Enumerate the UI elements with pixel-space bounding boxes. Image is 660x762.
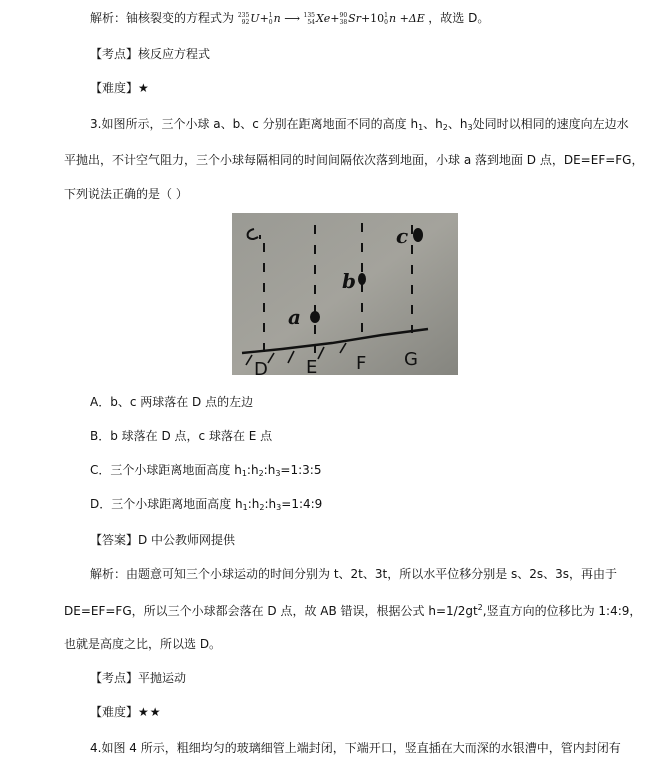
option-C-sub-1: 1 (241, 469, 247, 478)
fission-equation: 235 92 U+ 1 0 n ⟶ 135 54 Xe+ 90 38 Sr+10 1 0 n +ΔE (237, 12, 425, 26)
sr-mass-number: 90 (339, 12, 348, 19)
reaction-arrow: ⟶ (284, 12, 300, 25)
xe-mass-number: 135 (303, 12, 315, 19)
question-4-line-1: 4.如图 4 所示，粗细均匀的玻璃细管上端封闭，下端开口，竖直插在大而深的水银漕中，管内封闭有 (90, 741, 621, 755)
q3-text-c: 、h (447, 117, 468, 131)
option-C-prefix: C．三个小球距离地面高度 h (90, 463, 242, 477)
nandu-1-stars: ★ (138, 81, 150, 95)
sr-symbol: Sr (348, 12, 361, 25)
question-3-line-1 (90, 116, 629, 136)
n2-mass-number: 1 (384, 12, 388, 19)
option-C-sub-2: 2 (258, 469, 264, 478)
equation-prefix: 解析：铀核裂变的方程式为 (90, 11, 235, 25)
xe-atomic-number: 54 (307, 19, 315, 26)
n-mass-number: 1 (268, 12, 273, 19)
question-3-line-2: 平抛出，不计空气阻力，三个小球每隔相同的时间间隔依次落到地面，小球 a 落到地面 D 点，DE=EF=FG， (64, 153, 644, 167)
explanation-line-2 (64, 600, 641, 619)
xe-symbol: Xe (315, 12, 331, 25)
u-mass-number: 235 (237, 12, 250, 19)
q3-text-b: 、h (423, 117, 443, 131)
q3-sub-1: 1 (418, 123, 424, 132)
explanation-2-suffix: ,竖直方向的位移比为 1:4:9， (482, 604, 642, 618)
option-C-ratio: =1:3:5 (280, 463, 322, 477)
sr-atomic-number: 38 (339, 19, 348, 26)
equation-suffix: ，故选 D。 (428, 11, 490, 25)
u-symbol: U (250, 12, 260, 25)
option-A: A．b、c 两球落在 D 点的左边 (90, 395, 254, 409)
nandu-2-stars: ★★ (138, 705, 162, 719)
option-D-colon-2: :h (264, 497, 277, 511)
nandu-1 (90, 80, 150, 96)
label-G: G (404, 349, 418, 370)
answer-line: 【答案】D 中公教师网提供 (90, 533, 236, 547)
explanation-2-superscript: 2 (477, 603, 483, 612)
option-D-sub-1: 1 (242, 503, 248, 512)
label-c: c (396, 224, 409, 248)
nandu-2-label: 【难度】 (90, 705, 139, 719)
option-C-sub-3: 3 (275, 469, 281, 478)
kaodian-1: 【考点】核反应方程式 (90, 47, 211, 61)
q3-text-d: 处同时以相同的速度向左边水 (472, 117, 629, 131)
option-C-colon-1: :h (246, 463, 259, 477)
neutron-coefficient: 10 (370, 12, 385, 25)
ball-a (310, 311, 320, 323)
option-D (90, 496, 322, 516)
label-b: b (342, 269, 356, 293)
option-C (90, 462, 321, 482)
question-3-line-3: 下列说法正确的是（ ） (64, 187, 188, 201)
label-E: E (306, 357, 318, 375)
u-atomic-number: 92 (241, 19, 250, 26)
explanation-line-3: 也就是高度之比，所以选 D。 (64, 637, 222, 651)
option-D-colon-1: :h (247, 497, 260, 511)
n-atomic-number: 0 (268, 19, 273, 26)
projectile-sketch-figure (232, 213, 458, 375)
option-D-prefix: D．三个小球距离地面高度 h (90, 497, 243, 511)
n-symbol: n (273, 12, 281, 25)
explanation-2-prefix: DE=EF=FG，所以三个小球都会落在 D 点，故 AB 错误，根据公式 h=1/2gt (64, 604, 478, 618)
label-D: D (254, 359, 268, 375)
nandu-1-label: 【难度】 (90, 81, 139, 95)
n2-symbol: n (389, 12, 397, 25)
option-D-ratio: =1:4:9 (281, 497, 323, 511)
fission-equation-line (90, 10, 489, 27)
explanation-line-1: 解析：由题意可知三个小球运动的时间分别为 t、2t、3t，所以水平位移分别是 s、2s、3s，再由于 (90, 567, 618, 581)
option-D-sub-2: 2 (259, 503, 265, 512)
q3-sub-2: 2 (442, 123, 448, 132)
kaodian-2: 【考点】平抛运动 (90, 671, 187, 685)
ball-b (358, 273, 366, 285)
q3-sub-3: 3 (467, 123, 473, 132)
nandu-2 (90, 704, 162, 720)
sketch-svg (232, 213, 458, 375)
option-D-sub-3: 3 (276, 503, 282, 512)
label-a: a (288, 305, 301, 329)
ball-c (413, 228, 423, 242)
q3-text-a: 3.如图所示，三个小球 a、b、c 分别在距离地面不同的高度 h (90, 117, 419, 131)
label-F: F (356, 353, 367, 374)
option-C-colon-2: :h (263, 463, 276, 477)
n2-atomic-number: 0 (384, 19, 388, 26)
delta-energy: +ΔE (399, 12, 425, 25)
option-B: B．b 球落在 D 点，c 球落在 E 点 (90, 429, 273, 443)
